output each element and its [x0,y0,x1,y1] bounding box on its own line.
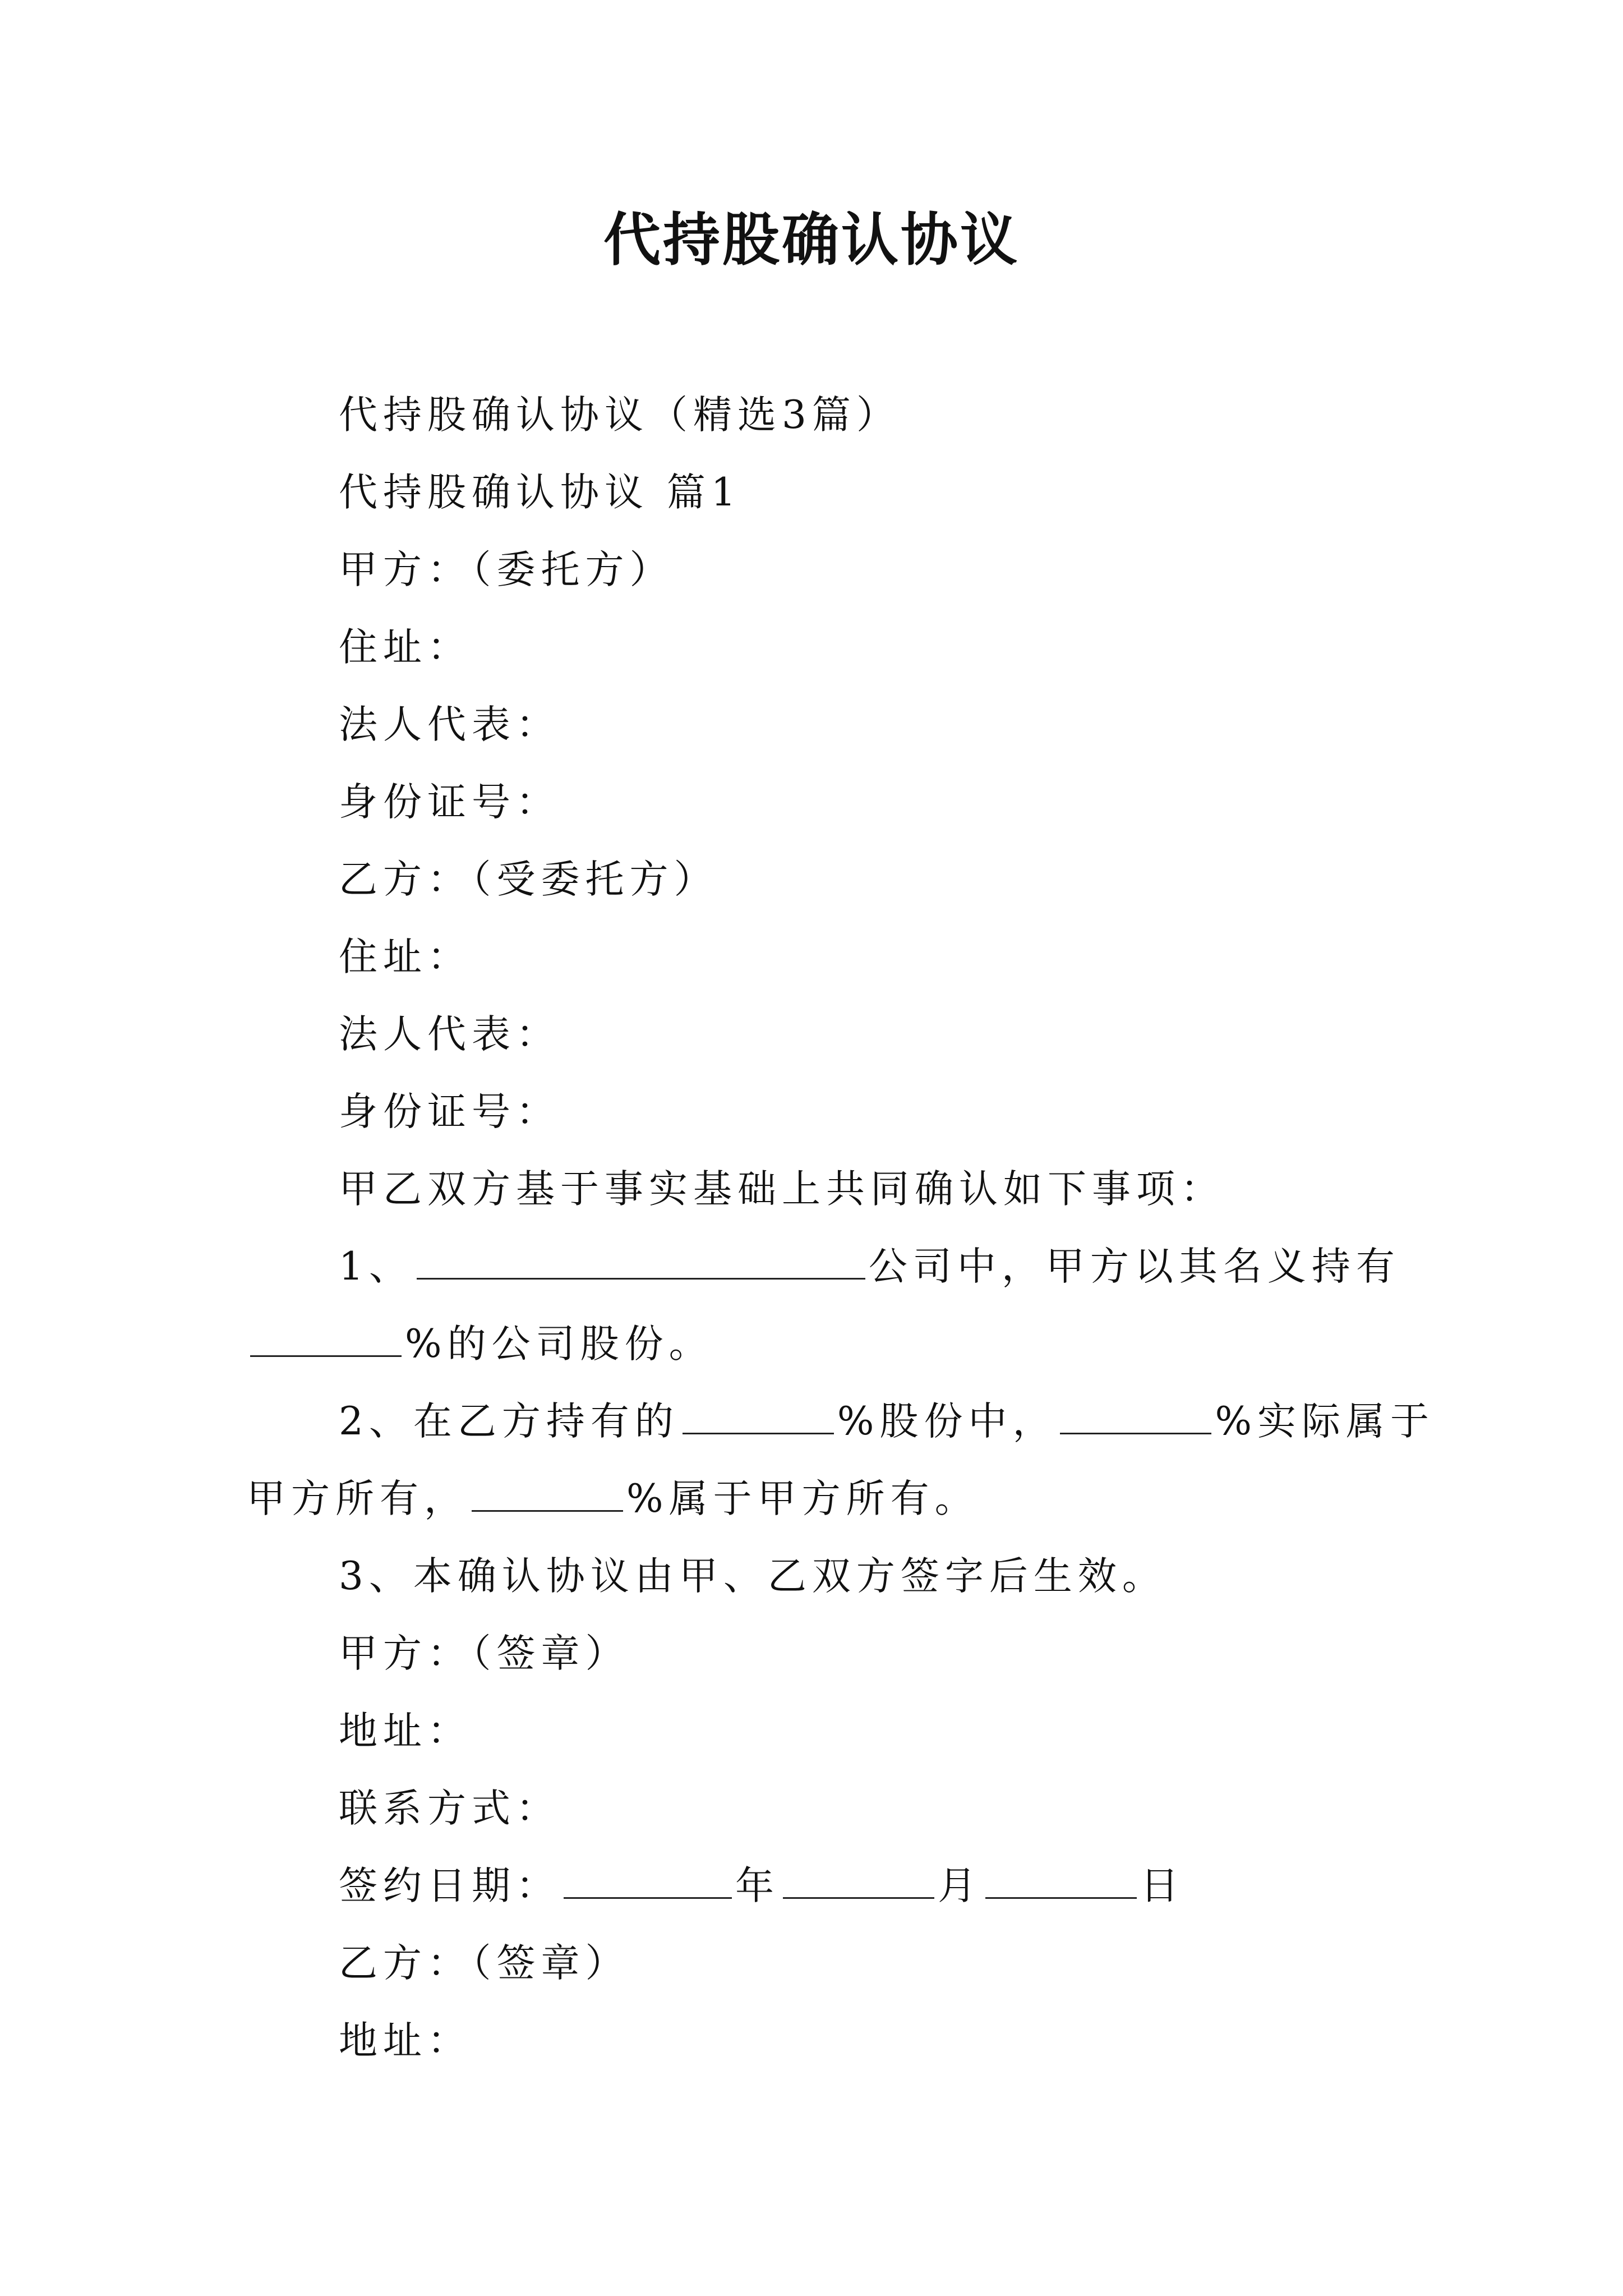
clause-1-line-2 [247,1316,713,1372]
clause-1-line-1 [339,1239,1400,1295]
clause-1-tail: %的公司股份。 [405,1322,713,1366]
clause-2-mid2: %实际属于 [1215,1399,1435,1444]
clause-1-mid: 公司中，甲方以其名义持有 [868,1244,1400,1289]
actual-percent-blank [1060,1395,1211,1434]
year-blank [564,1859,732,1899]
clause-2-mid: %股份中， [837,1399,1057,1444]
clause-2-line-2 [247,1471,979,1527]
year-label: 年 [735,1864,780,1908]
subtitle: 代持股确认协议（精选3篇） [339,393,901,438]
party-a-label: 甲方：（委托方） [339,547,674,592]
party-a-legal-rep: 法人代表： [339,702,560,747]
clause-2-line-1 [339,1393,1435,1450]
date-label: 签约日期： [339,1864,560,1908]
party-b-legal-rep: 法人代表： [339,1012,560,1057]
held-percent-blank [683,1395,834,1434]
share-percent-blank [250,1317,402,1357]
intro-paragraph: 甲乙双方基于事实基础上共同确认如下事项： [339,1167,1225,1212]
sign-a-label: 甲方：（签章） [339,1631,630,1676]
party-a-address: 住址： [339,625,472,670]
sign-a-date [339,1858,1184,1914]
day-blank [985,1859,1137,1899]
owned-percent-blank [472,1472,623,1512]
day-label: 日 [1140,1864,1184,1908]
clause-3: 3、本确认协议由甲、乙双方签字后生效。 [339,1554,1166,1599]
clause-1-prefix: 1、 [339,1244,413,1289]
section-heading: 代持股确认协议 篇1 [339,470,741,515]
sign-a-contact: 联系方式： [339,1786,560,1831]
sign-b-label: 乙方：（签章） [339,1941,630,1986]
clause-2-line2-prefix: 甲方所有， [247,1476,468,1521]
clause-2-prefix: 2、在乙方持有的 [339,1399,679,1444]
party-a-id-number: 身份证号： [339,780,560,825]
party-b-address: 住址： [339,935,472,979]
sign-b-address: 地址： [339,2018,472,2063]
document-title: 代持股确认协议 [603,206,1020,274]
month-label: 月 [938,1864,982,1908]
party-b-id-number: 身份证号： [339,1089,560,1134]
sign-a-address: 地址： [339,1709,472,1754]
month-blank [783,1859,934,1899]
party-b-label: 乙方：（受委托方） [339,857,718,902]
company-name-blank [417,1240,865,1280]
clause-2-tail: %属于甲方所有。 [626,1476,979,1521]
